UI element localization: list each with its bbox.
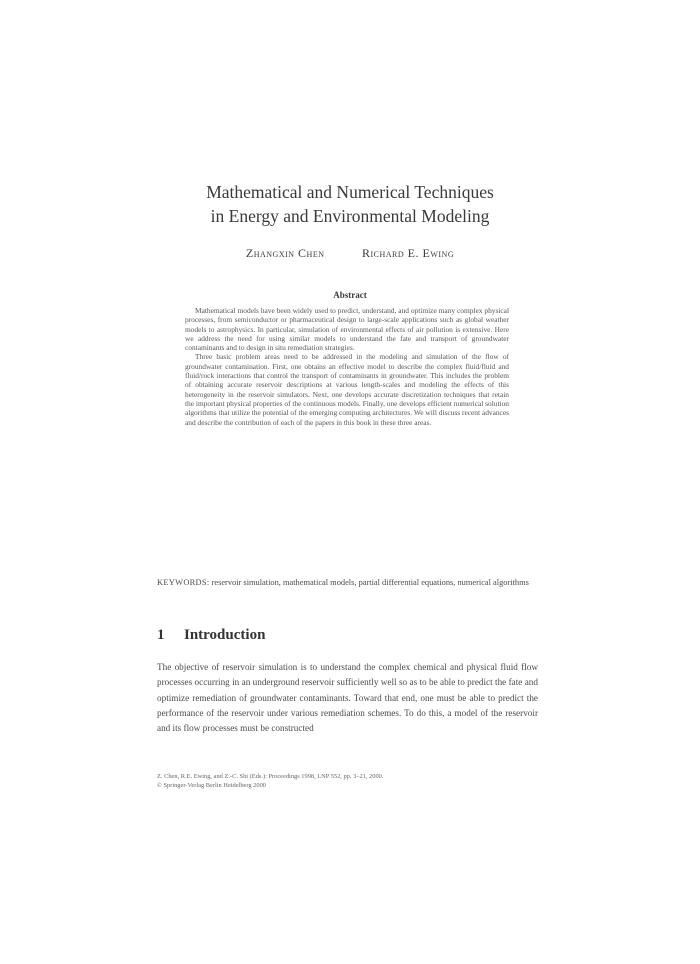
footnote-citation: Z. Chen, R.E. Ewing, and Z.-C. Shi (Eds.): Proceedings 1998, LNP 552, pp. 3–21, 2000.: [157, 773, 384, 780]
abstract-body: [185, 306, 509, 427]
title-line-2: in Energy and Environmental Modeling: [210, 206, 490, 226]
title-line-1: Mathematical and Numerical Techniques: [206, 182, 494, 202]
paper-title: [150, 180, 550, 228]
section-heading: [157, 627, 538, 644]
keywords-label: KEYWORDS:: [157, 578, 210, 587]
keywords-text: reservoir simulation, mathematical models, partial differential equations, numerical algorithms: [211, 578, 529, 587]
author-list: [150, 246, 550, 261]
section-number: 1: [157, 627, 165, 643]
abstract-paragraph: Mathematical models have been widely used to predict, understand, and optimize many complex physical processes, from semiconductor or pharmaceutical design to large-scale applications such as global weather models to astrophysics. In particular, simulation of environmental effects of air pollution is extensive. Here we address the need for using similar models to understand the fate and transport of groundwater contaminants and to design in situ remediation strategies.: [185, 306, 509, 353]
author-name: Richard E. Ewing: [362, 246, 455, 260]
author-name: Zhangxin Chen: [245, 246, 325, 260]
abstract-heading: Abstract: [333, 290, 367, 300]
footnote: [157, 772, 538, 790]
footnote-copyright: © Springer-Verlag Berlin Heidelberg 2000: [157, 782, 266, 789]
keywords: [157, 575, 538, 591]
section-body: The objective of reservoir simulation is to understand the complex chemical and physical fluid flow processes occurring in an underground reservoir sufficiently well so as to be able to predict the fate and optimize remediation of groundwater contaminants. Toward that end, one must be able to predict the performance of the reservoir under various remediation schemes. To do this, a model of the reservoir and its flow processes must be constructed: [157, 662, 538, 734]
abstract-paragraph: Three basic problem areas need to be addressed in the modeling and simulation of the flow of groundwater contamination. First, one obtains an effective model to describe the complex fluid/fluid and fluid/rock interactions that control the transport of contaminants in groundwater. This includes the problem of obtaining accurate reservoir descriptions at various length-scales and modeling the effects of this heterogeneity in the reservoir simulators. Next, one develops accurate discretization techniques that retain the important physical properties of the continuous models. Finally, one develops efficient numerical solution algorithms that utilize the potential of the emerging computing architectures. We will discuss recent advances and describe the contribution of each of the papers in this book in these three areas.: [185, 352, 509, 427]
section-title: Introduction: [184, 627, 266, 643]
